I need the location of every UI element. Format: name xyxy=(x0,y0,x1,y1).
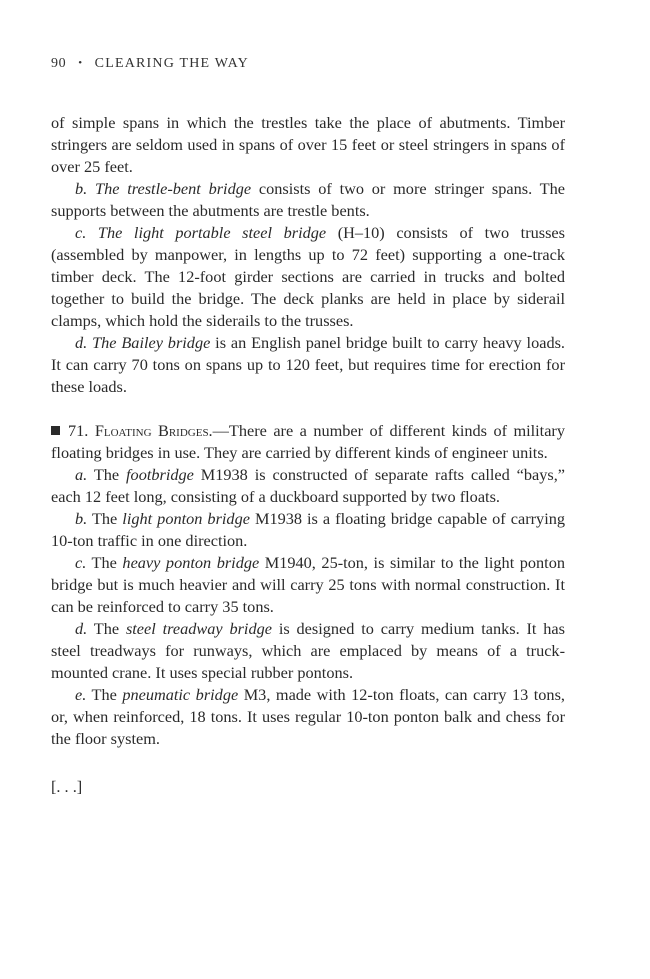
paragraph-pneumatic xyxy=(51,684,565,750)
item-label: d. xyxy=(75,333,88,352)
item-label: b. xyxy=(75,179,88,198)
paragraph-text: M1938 is a floating bridge capable of carrying 10-ton traffic in one direction. xyxy=(51,509,565,550)
paragraph-steel-treadway xyxy=(51,618,565,684)
item-label: b. xyxy=(75,509,88,528)
bridge-term: heavy ponton bridge xyxy=(122,553,260,572)
omission-ellipsis: [. . .] xyxy=(51,777,83,796)
bullet-separator: • xyxy=(78,57,83,69)
bridge-term: steel treadway bridge xyxy=(125,619,272,638)
item-label: c. xyxy=(75,223,87,242)
bridge-term: pneumatic bridge xyxy=(122,685,239,704)
item-label: d. xyxy=(75,619,88,638)
paragraph-text: M3, made with 12-ton floats, can carry 13 tons, or, when reinforced, 18 tons. It uses regular 10-ton ponton balk and chess for the floor system. xyxy=(51,685,565,748)
section-intro: —There are a number of different kinds of military floating bridges in use. They are carried by different kinds of engineer units. xyxy=(51,421,565,462)
bridge-term: The trestle-bent bridge xyxy=(95,179,252,198)
page-number: 90 xyxy=(51,56,67,71)
paragraph-light-ponton xyxy=(51,508,565,552)
running-head xyxy=(51,56,249,72)
paragraph-text: M1940, 25-ton, is similar to the light ponton bridge but is much heavier and will carry 25 tons with normal construction. It can be reinforced to carry 35 tons. xyxy=(51,553,565,616)
paragraph-text: The xyxy=(87,509,123,528)
paragraph-text: The xyxy=(86,553,123,572)
square-bullet-icon xyxy=(51,426,60,435)
section-71-heading-paragraph xyxy=(51,420,565,464)
bridge-term: light ponton bridge xyxy=(122,509,250,528)
paragraph-footbridge xyxy=(51,464,565,508)
paragraph-text: (H–10) consists of two trusses (assembled by manpower, in lengths up to 72 feet) supporting a one-track timber deck. The 12-foot girder sections are carried in trucks and bolted together to build the bridge. The deck planks are held in place by siderail clamps, which hold the siderails to the trusses. xyxy=(51,223,565,330)
paragraph-text: M1938 is constructed of separate rafts called “bays,” each 12 feet long, consisting of a duckboard supported by two floats. xyxy=(51,465,565,506)
section-heading: Floating Bridges. xyxy=(94,421,213,440)
paragraph-trestle-bent xyxy=(51,178,565,222)
paragraph-text: is an English panel bridge built to carry heavy loads. It can carry 70 tons on spans up to 120 feet, but requires time for erection for these loads. xyxy=(51,333,565,396)
paragraph-text: The xyxy=(87,619,126,638)
bridge-term: The Bailey bridge xyxy=(92,333,211,352)
paragraph-text: The xyxy=(86,685,123,704)
item-label: c. xyxy=(75,553,87,572)
paragraph-continued: of simple spans in which the trestles take the place of abutments. Timber stringers are seldom used in spans of over 15 feet or steel stringers in spans of over 25 feet. xyxy=(51,113,565,176)
item-label: a. xyxy=(75,465,88,484)
section-number: 71. xyxy=(68,421,89,440)
item-label: e. xyxy=(75,685,87,704)
bridge-term: footbridge xyxy=(126,465,194,484)
bridge-term: The light portable steel bridge xyxy=(97,223,327,242)
paragraph-text: consists of two or more stringer spans. The supports between the abutments are trestle bents. xyxy=(51,179,565,220)
paragraph-text: is designed to carry medium tanks. It has steel treadways for runways, which are emplaced by means of a truck-mounted crane. It uses special rubber pontons. xyxy=(51,619,565,682)
paragraph-light-portable-steel xyxy=(51,222,565,332)
body-text xyxy=(51,112,565,798)
paragraph-text: The xyxy=(87,465,127,484)
paragraph-heavy-ponton xyxy=(51,552,565,618)
running-title: CLEARING THE WAY xyxy=(94,56,249,71)
paragraph-bailey xyxy=(51,332,565,398)
